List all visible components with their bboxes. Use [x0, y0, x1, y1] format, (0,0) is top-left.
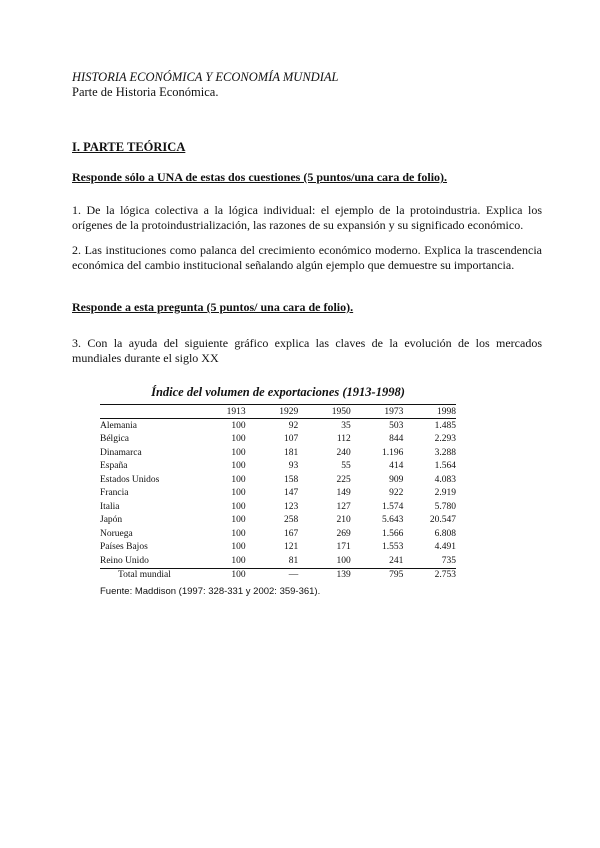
value-cell: 844: [389, 434, 404, 445]
value-cell: 241: [389, 555, 404, 566]
value-cell: 100: [231, 501, 246, 512]
value-cell: 3.288: [434, 447, 456, 458]
table-row: [100, 446, 456, 460]
value-cell: 100: [231, 555, 246, 566]
country-cell: España: [100, 461, 128, 472]
value-cell: 100: [231, 434, 246, 445]
value-cell: 121: [283, 542, 299, 553]
value-cell: 100: [336, 555, 351, 566]
value-cell: 171: [336, 542, 351, 553]
table-row: [100, 527, 456, 541]
country-cell: Italia: [100, 501, 120, 512]
country-cell: Total mundial: [100, 568, 193, 582]
column-header: 1913: [193, 405, 246, 419]
question-2: 2. Las instituciones como palanca del crecimiento económico moderno. Explica la trascendencia económica del cambio institucional señalando algún ejemplo que demuestre su importancia.: [72, 243, 542, 272]
value-cell: 81: [288, 555, 299, 566]
table-row: [100, 460, 456, 474]
value-cell: 795: [351, 568, 404, 582]
instruction-1: Responde sólo a UNA de estas dos cuestiones (5 puntos/una cara de folio).: [72, 170, 448, 184]
table-row: [100, 487, 456, 501]
country-cell: Dinamarca: [100, 447, 142, 458]
column-header: [100, 405, 193, 419]
value-cell: 100: [193, 568, 246, 582]
value-cell: 909: [389, 474, 404, 485]
table-row: [100, 473, 456, 487]
course-title: HISTORIA ECONÓMICA Y ECONOMÍA MUNDIAL: [72, 70, 339, 84]
table-body: [100, 419, 456, 583]
value-cell: 149: [336, 488, 351, 499]
section-title: I. PARTE TEÓRICA: [72, 140, 186, 154]
value-cell: 100: [231, 474, 246, 485]
course-subtitle: Parte de Historia Económica.: [72, 85, 219, 99]
exports-table-figure: [100, 385, 456, 597]
table-row: [100, 419, 456, 433]
value-cell: 1.564: [434, 461, 456, 472]
value-cell: 258: [283, 515, 299, 526]
value-cell: 20.547: [429, 515, 456, 526]
value-cell: 922: [389, 488, 404, 499]
value-cell: 1.574: [381, 501, 404, 512]
table-total-row: [100, 568, 456, 582]
country-cell: Estados Unidos: [100, 474, 160, 485]
value-cell: 100: [231, 542, 246, 553]
value-cell: 112: [336, 434, 351, 445]
value-cell: 2.753: [403, 568, 456, 582]
country-cell: Japón: [100, 515, 123, 526]
value-cell: 139: [298, 568, 351, 582]
value-cell: 4.491: [434, 542, 456, 553]
value-cell: 92: [288, 420, 299, 431]
value-cell: 100: [231, 461, 246, 472]
country-cell: Reino Unido: [100, 555, 149, 566]
value-cell: 107: [283, 434, 299, 445]
value-cell: 2.293: [434, 434, 456, 445]
value-cell: 147: [283, 488, 299, 499]
value-cell: 100: [231, 447, 246, 458]
value-cell: 93: [288, 461, 299, 472]
value-cell: 6.808: [434, 528, 456, 539]
value-cell: 225: [336, 474, 351, 485]
value-cell: 158: [283, 474, 299, 485]
value-cell: 181: [283, 447, 299, 458]
instruction-2: Responde a esta pregunta (5 puntos/ una cara de folio).: [72, 300, 354, 314]
value-cell: 210: [336, 515, 351, 526]
value-cell: 100: [231, 488, 246, 499]
value-cell: 100: [231, 528, 246, 539]
value-cell: 100: [231, 420, 246, 431]
question-1: 1. De la lógica colectiva a la lógica individual: el ejemplo de la protoindustria. Explica los orígenes de la protoindustrialización, las razones de su expansión y su significado económico.: [72, 203, 542, 232]
country-cell: Países Bajos: [100, 542, 148, 553]
value-cell: 100: [231, 515, 246, 526]
value-cell: —: [246, 568, 299, 582]
country-cell: Noruega: [100, 528, 133, 539]
value-cell: 1.485: [434, 420, 456, 431]
table-row: [100, 500, 456, 514]
value-cell: 5.643: [381, 515, 404, 526]
country-cell: Bélgica: [100, 434, 130, 445]
value-cell: 269: [336, 528, 351, 539]
column-header: 1950: [298, 405, 351, 419]
table-title: Índice del volumen de exportaciones (1913-1998): [151, 385, 405, 399]
country-cell: Francia: [100, 488, 129, 499]
country-cell: Alemania: [100, 420, 137, 431]
value-cell: 240: [336, 447, 351, 458]
column-header: 1998: [403, 405, 456, 419]
value-cell: 4.083: [434, 474, 456, 485]
table-row: [100, 541, 456, 555]
value-cell: 127: [336, 501, 351, 512]
value-cell: 503: [389, 420, 404, 431]
question-3: 3. Con la ayuda del siguiente gráfico explica las claves de la evolución de los mercados mundiales durante el siglo XX: [72, 336, 542, 365]
value-cell: 1.566: [381, 528, 404, 539]
value-cell: 35: [341, 420, 351, 431]
value-cell: 1.196: [381, 447, 404, 458]
value-cell: 2.919: [434, 488, 456, 499]
value-cell: 735: [441, 555, 456, 566]
column-header: 1973: [351, 405, 404, 419]
value-cell: 5.780: [434, 501, 456, 512]
column-header: 1929: [246, 405, 299, 419]
table-header-row: [100, 405, 456, 419]
value-cell: 414: [389, 461, 404, 472]
table-row: [100, 514, 456, 528]
table-row: [100, 554, 456, 568]
exports-table: [100, 404, 456, 582]
value-cell: 55: [341, 461, 351, 472]
table-source: Fuente: Maddison (1997: 328-331 y 2002: 359-361).: [100, 586, 321, 597]
value-cell: 167: [283, 528, 299, 539]
value-cell: 123: [283, 501, 299, 512]
table-row: [100, 433, 456, 447]
value-cell: 1.553: [381, 542, 404, 553]
